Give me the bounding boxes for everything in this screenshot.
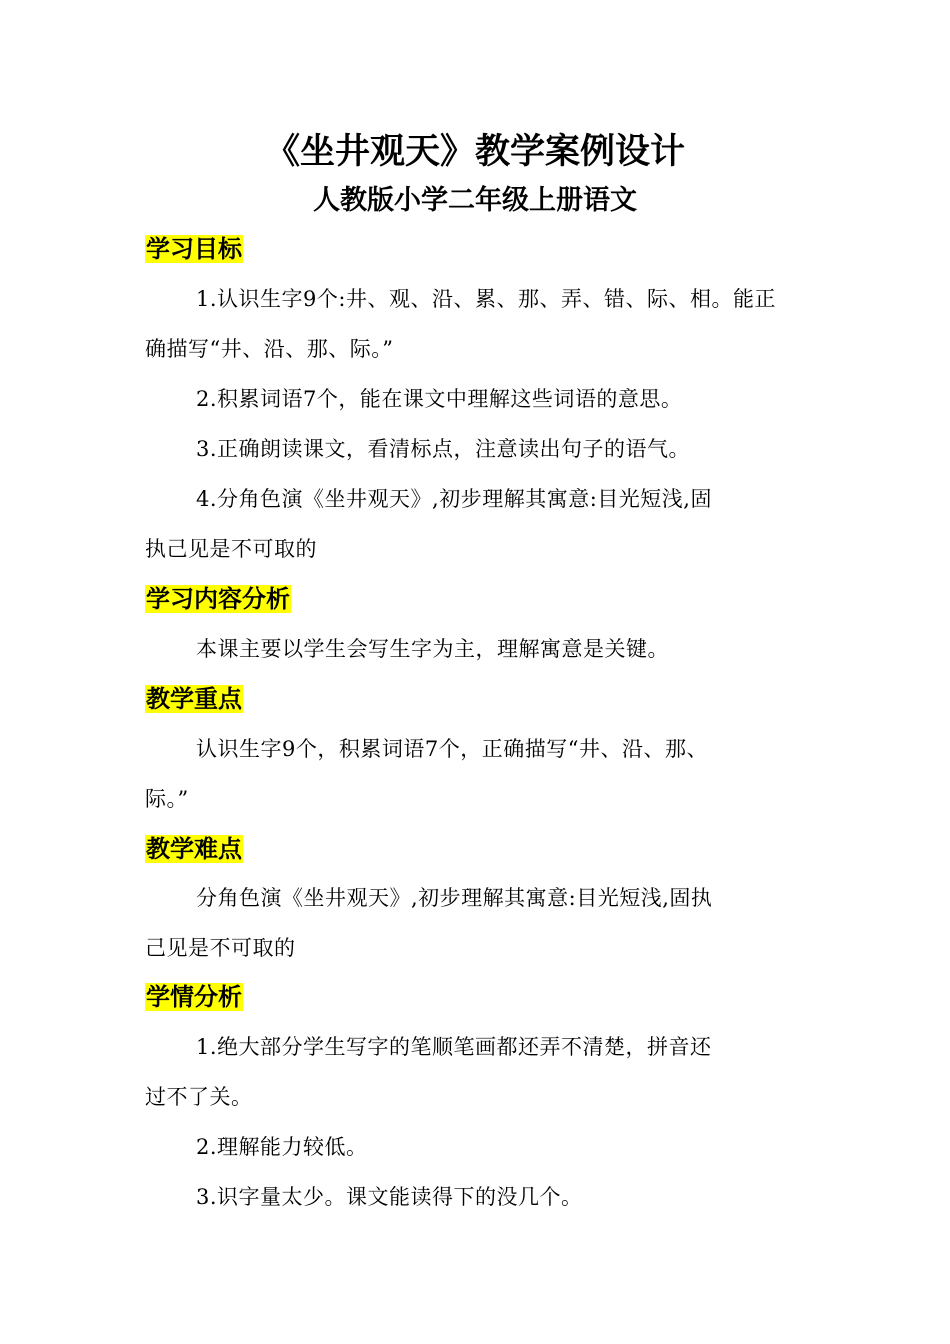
paragraph-line: 1.认识生字9个:井、观、沿、累、那、弄、错、际、相。能正 xyxy=(196,287,776,311)
paragraph-line: 己见是不可取的 xyxy=(145,936,296,960)
paragraph-line: 分角色演《坐井观天》,初步理解其寓意:目光短浅,固执 xyxy=(196,886,713,910)
paragraph-line: 1.绝大部分学生写字的笔顺笔画都还弄不清楚，拼音还 xyxy=(196,1035,712,1059)
section-heading-key-points: 教学重点 xyxy=(146,685,242,713)
paragraph-line: 确描写“井、沿、那、际。” xyxy=(145,337,394,361)
paragraph-line: 2.积累词语7个，能在课文中理解这些词语的意思。 xyxy=(196,387,683,411)
paragraph-line: 过不了关。 xyxy=(145,1085,253,1109)
paragraph-line: 际。” xyxy=(145,787,189,811)
paragraph-line: 2.理解能力较低。 xyxy=(196,1135,368,1159)
paragraph-line: 3.正确朗读课文，看清标点，注意读出句子的语气。 xyxy=(196,437,691,461)
section-heading-student-analysis: 学情分析 xyxy=(146,983,242,1011)
paragraph-line: 4.分角色演《坐井观天》,初步理解其寓意:目光短浅,固 xyxy=(196,487,712,511)
section-heading-content-analysis: 学习内容分析 xyxy=(146,585,290,613)
document-title: 《坐井观天》教学案例设计 xyxy=(264,132,685,172)
section-heading-difficulties: 教学难点 xyxy=(146,835,242,863)
paragraph-line: 3.识字量太少。课文能读得下的没几个。 xyxy=(196,1185,583,1209)
paragraph-line: 认识生字9个，积累词语7个，正确描写“井、沿、那、 xyxy=(196,737,708,761)
paragraph-line: 执己见是不可取的 xyxy=(145,537,317,561)
paragraph-line: 本课主要以学生会写生字为主，理解寓意是关键。 xyxy=(196,637,669,661)
section-heading-learning-goals: 学习目标 xyxy=(146,235,242,263)
document-subtitle: 人教版小学二年级上册语文 xyxy=(313,185,637,216)
